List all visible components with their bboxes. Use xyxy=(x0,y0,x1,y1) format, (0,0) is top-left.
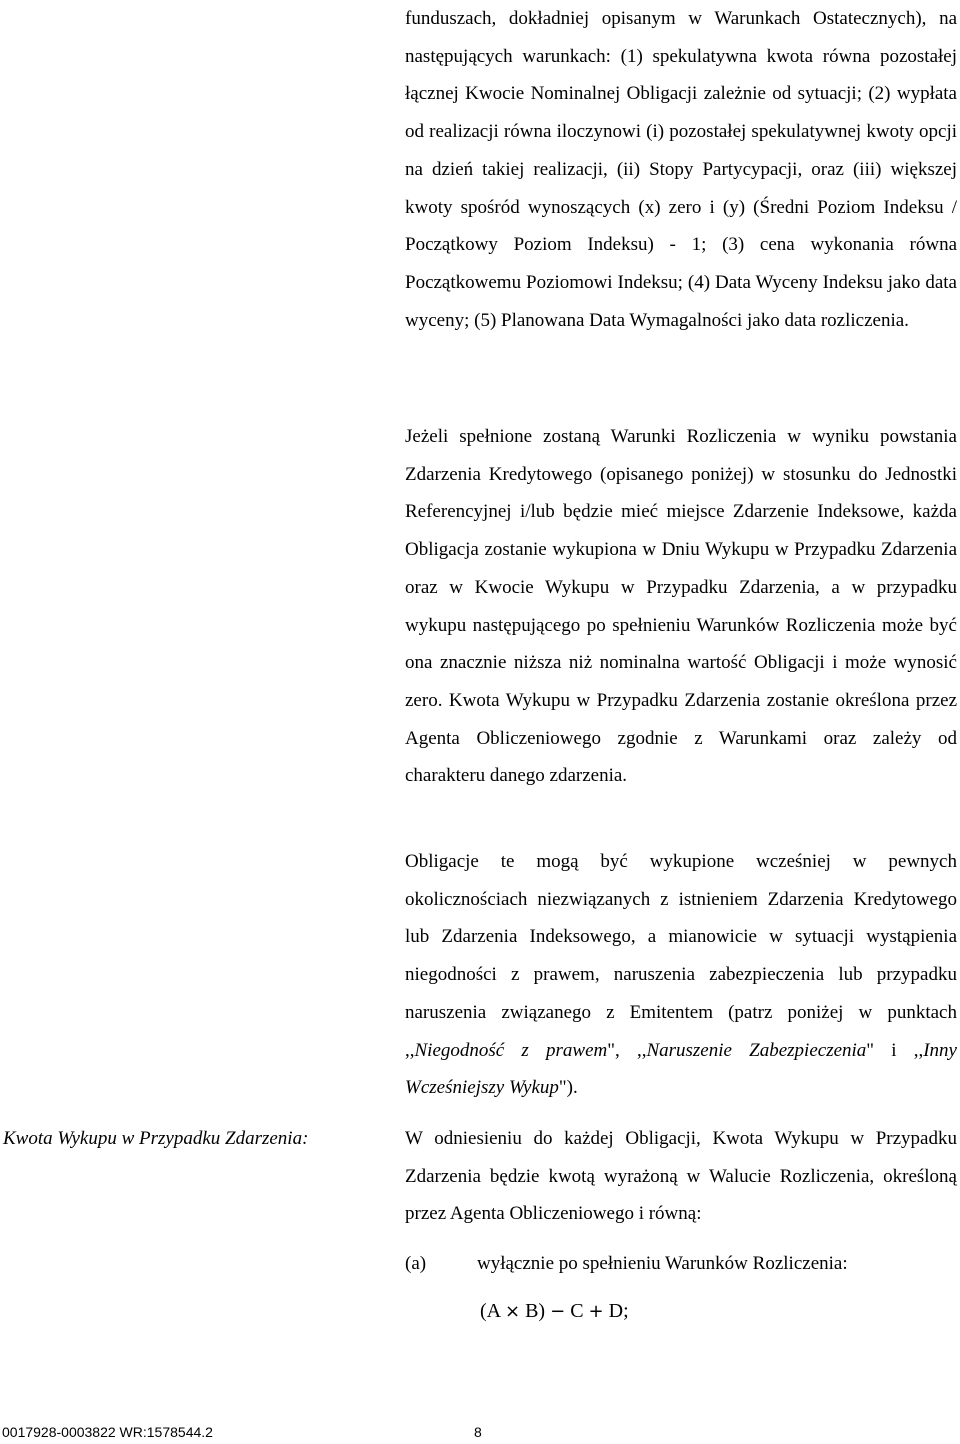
separator-2: " i ,, xyxy=(866,1039,924,1061)
list-item-text: wyłącznie po spełnieniu Warunków Rozliczenia: xyxy=(477,1253,848,1274)
separator-1: ", ,, xyxy=(607,1039,647,1061)
section-label-event-redemption-amount: Kwota Wykupu w Przypadku Zdarzenia: xyxy=(3,1128,309,1149)
paragraph-settlement-conditions: Jeżeli spełnione zostaną Warunki Rozliczenia w wyniku powstania Zdarzenia Kredytowego (opisanego poniżej) w stosunku do Jednostki Referencyjnej i/lub będzie mieć miejsce Zdarzenie Indeksowe, każda Obligacja zostanie wykupiona w Dniu Wykupu w Przypadku Zdarzenia oraz w Kwocie Wykupu w Przypadku Zdarzenia, a w przypadku wykupu następującego po spełnieniu Warunków Rozliczenia może być ona znacznie niższa niż nominalna wartość Obligacji i może wynosić zero. Kwota Wykupu w Przypadku Zdarzenia zostanie określona przez Agenta Obliczeniowego zgodnie z Warunkami oraz zależy od charakteru danego zdarzenia. xyxy=(405,426,957,787)
footer-page-number: 8 xyxy=(474,1424,482,1440)
paragraph-settlement-conditions-wrap xyxy=(405,418,957,795)
early-redemption-text: Obligacje te mogą być wykupione wcześniej w pewnych okolicznościach niezwiązanych z istnieniem Zdarzenia Kredytowego lub Zdarzenia Indeksowego, a mianowicie w sytuacji wystąpienia niegodności z prawem, naruszenia zabezpieczenia lub przypadku naruszenia związanego z Emitentem (patrz poniżej w punktach ,, xyxy=(405,851,957,1061)
formula-end: ; xyxy=(623,1300,629,1322)
paragraph-redemption-amount-wrap xyxy=(405,1120,957,1233)
ref-security-breach: Naruszenie Zabezpieczenia xyxy=(646,1039,867,1061)
formula xyxy=(480,1296,629,1327)
minus-symbol: − xyxy=(550,1301,566,1322)
paragraph-redemption-amount: W odniesieniu do każdej Obligacji, Kwota Wykupu w Przypadku Zdarzenia będzie kwotą wyrażoną w Walucie Rozliczenia, określoną przez Agenta Obliczeniowego i równą: xyxy=(405,1128,957,1225)
plus-symbol: + xyxy=(588,1301,604,1322)
ref-illegality: Niegodność z prawem xyxy=(414,1039,608,1061)
formula-a: (A xyxy=(480,1300,500,1322)
paragraph-end: "). xyxy=(558,1077,578,1099)
formula-d: D xyxy=(608,1300,624,1322)
ref-other-early-redemption: Inny Wcześniejszy Wykup xyxy=(405,1039,957,1099)
list-marker: (a) xyxy=(405,1253,427,1274)
footer-document-reference: 0017928-0003822 WR:1578544.2 xyxy=(2,1424,213,1440)
main-text-column xyxy=(405,0,957,339)
times-symbol: × xyxy=(505,1301,521,1322)
paragraph-early-redemption xyxy=(405,843,957,1107)
formula-b: B) xyxy=(525,1300,546,1322)
paragraph-early-redemption-wrap xyxy=(405,843,957,1107)
formula-c: C xyxy=(570,1300,584,1322)
paragraph-option-terms: funduszach, dokładniej opisanym w Warunkach Ostatecznych), na następujących warunkach: (1) spekulatywna kwota równa pozostałej łącznej Kwocie Nominalnej Obligacji zależnie od sytuacji; (2) wypłata od realizacji równa iloczynowi (i) pozostałej spekulatywnej kwoty opcji na dzień takiej realizacji, (ii) Stopy Partycypacji, oraz (iii) większej kwoty spośród wynoszących (x) zero i (y) (Średni Poziom Indeksu / Początkowy Poziom Indeksu) - 1; (3) cena wykonania równa Początkowemu Poziomowi Indeksu; (4) Data Wyceny Indeksu jako data wyceny; (5) Planowana Data Wymagalności jako data rozliczenia. xyxy=(405,8,957,331)
